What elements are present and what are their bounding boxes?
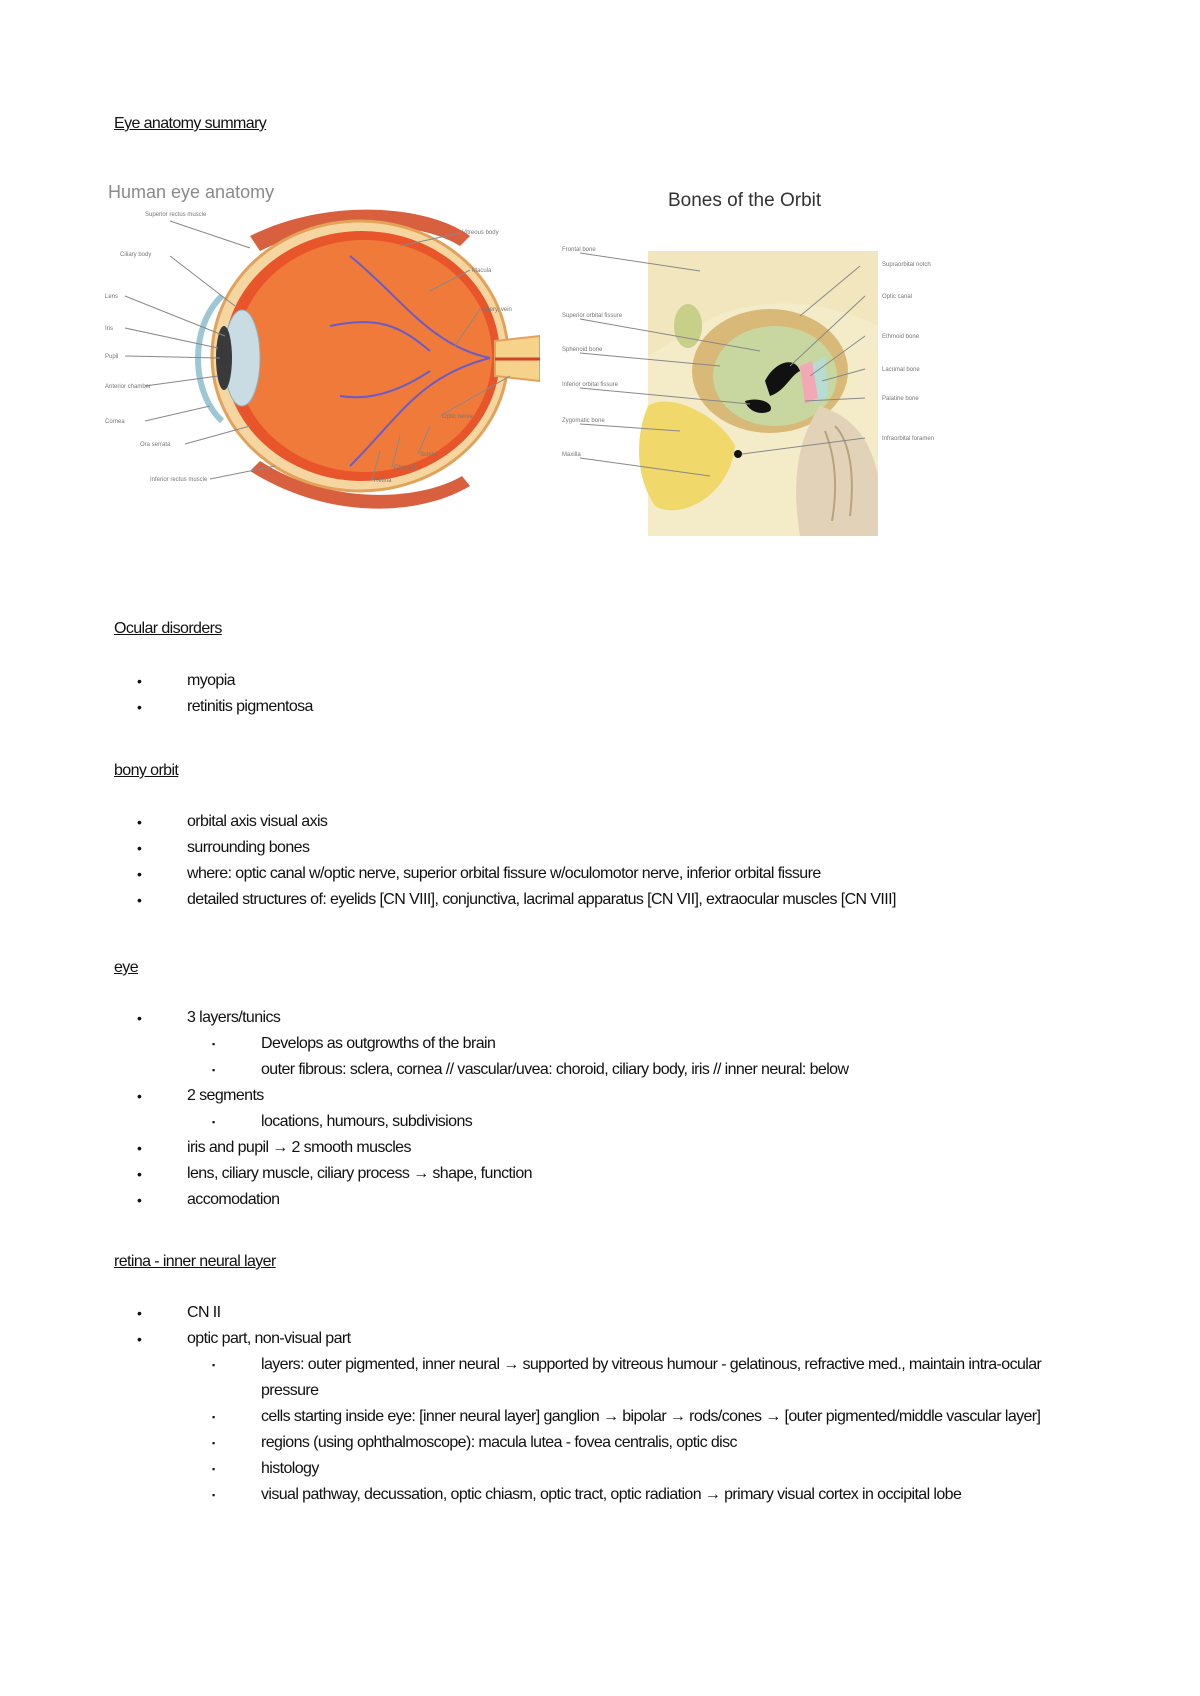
list-item: • accomodation (0, 1187, 1200, 1213)
eye-label: Artery, vein (482, 307, 512, 313)
section-heading-bony-orbit: bony orbit (114, 762, 179, 779)
list-item: • detailed structures of: eyelids [CN VIII], conjunctiva, lacrimal apparatus [CN VII], extraocular muscles [CN VIII] (0, 887, 1200, 913)
eye-list (0, 1005, 1200, 1213)
list-item: • orbital axis visual axis (0, 809, 1200, 835)
orbit-label: Maxilla (562, 452, 581, 458)
retina-list (0, 1300, 1200, 1508)
section-heading-ocular-disorders: Ocular disorders (114, 620, 222, 637)
list-item: • where: optic canal w/optic nerve, superior orbital fissure w/oculomotor nerve, inferior orbital fissure (0, 861, 1200, 887)
sub-list-item: ▪ cells starting inside eye: [inner neural layer] ganglion → bipolar → rods/cones → [outer pigmented/middle vascular layer] (0, 1404, 1101, 1430)
eye-label: Inferior rectus muscle (150, 477, 208, 483)
list-item: • retinitis pigmentosa (0, 694, 1200, 720)
orbit-label: Frontal bone (562, 247, 596, 253)
infraorbital-foramen-shape (734, 450, 742, 458)
sub-list-item: ▪ visual pathway, decussation, optic chiasm, optic tract, optic radiation → primary visual cortex in occipital lobe (0, 1482, 1101, 1508)
eye-label: Anterior chamber (105, 384, 152, 390)
list-item: • optic part, non-visual part (0, 1326, 1200, 1352)
eye-label: Iris (105, 326, 113, 332)
orbit-label: Optic canal (882, 294, 913, 300)
sub-list-item: ▪ layers: outer pigmented, inner neural → supported by vitreous humour - gelatinous, refractive med., maintain intra-ocular pressure (0, 1352, 1101, 1404)
orbit-label: Superior orbital fissure (562, 313, 623, 319)
eye-label: Ciliary body (120, 252, 152, 258)
list-item: • 2 segments (0, 1083, 1200, 1109)
eye-label: Cornea (105, 419, 125, 425)
eye-label: Lens (105, 294, 119, 300)
orbit-label: Lacrimal bone (882, 367, 920, 373)
list-item: • myopia (0, 668, 1200, 694)
eye-label: Sclera (420, 452, 438, 458)
orbit-label: Palatine bone (882, 396, 919, 402)
orbit-label: Infraorbital foramen (882, 436, 935, 442)
ocular-disorders-list (0, 668, 1200, 720)
document-title: Eye anatomy summary (114, 115, 267, 132)
sub-list-item: ▪ regions (using ophthalmoscope): macula lutea - fovea centralis, optic disc (0, 1430, 1101, 1456)
eye-label: Retina (374, 478, 392, 484)
eye-label: Macula (472, 268, 492, 274)
bony-orbit-list (0, 809, 1200, 913)
eye-figure-title: Human eye anatomy (108, 182, 275, 202)
orbit-label: Ethmoid bone (882, 334, 920, 340)
orbit-label: Inferior orbital fissure (562, 382, 619, 388)
sub-list-item: ▪ histology (0, 1456, 1101, 1482)
list-item: • surrounding bones (0, 835, 1200, 861)
list-item: • CN II (0, 1300, 1200, 1326)
frontal-process-shape (674, 304, 702, 348)
orbit-label: Supraorbital notch (882, 262, 931, 268)
eye-label: Optic nerve (442, 414, 473, 420)
eye-label: Pupil (105, 354, 119, 360)
bones-of-orbit-figure (560, 176, 940, 538)
orbit-label: Zygomatic bone (562, 418, 605, 424)
sub-list-item: ▪ outer fibrous: sclera, cornea // vascular/uvea: choroid, ciliary body, iris // inner neural: below (0, 1057, 1101, 1083)
eye-label: Superior rectus muscle (145, 212, 207, 218)
sub-list-item: ▪ Develops as outgrowths of the brain (0, 1031, 1101, 1057)
vitreous-body-shape (236, 240, 492, 472)
orbit-label: Sphenoid bone (562, 347, 603, 353)
list-item: • lens, ciliary muscle, ciliary process → shape, function (0, 1161, 1200, 1187)
eye-label: Choroid (394, 465, 416, 471)
orbit-figure-title: Bones of the Orbit (668, 190, 822, 211)
sub-list-item: ▪ locations, humours, subdivisions (0, 1109, 1101, 1135)
human-eye-anatomy-figure (100, 176, 540, 538)
section-heading-eye: eye (114, 959, 138, 976)
list-item: • 3 layers/tunics (0, 1005, 1200, 1031)
eye-label: Vitreous body (462, 230, 499, 236)
eye-label: Ora serrata (140, 442, 171, 448)
section-heading-retina: retina - inner neural layer (114, 1253, 276, 1270)
list-item: • iris and pupil → 2 smooth muscles (0, 1135, 1200, 1161)
